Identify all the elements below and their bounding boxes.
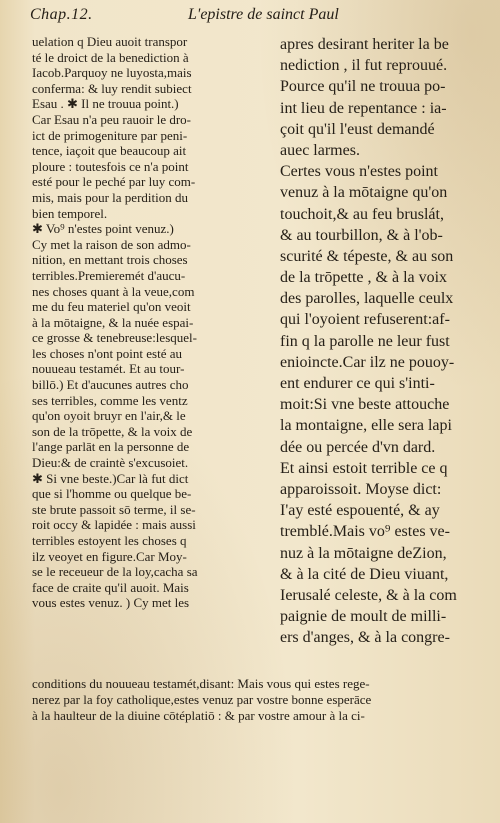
text-line: & à la cité de Dieu viuant, — [280, 565, 449, 583]
gloss-line: esté pour le peché par luy com- — [32, 174, 196, 190]
gloss-line: Dieu:& de craintè s'excusoiet. — [32, 455, 189, 471]
gloss-line: les choses n'ont point esté au — [32, 345, 183, 361]
gloss-line: son de la trōpette, & la voix de — [32, 423, 193, 439]
main-text-column — [280, 34, 478, 648]
gloss-line: face de craite qu'il auoit. Mais — [32, 579, 189, 595]
gloss-line: Esau . ✱ Il ne trouua point.) — [32, 96, 179, 112]
gloss-line: roit occy & lapidée : mais aussi — [32, 517, 196, 533]
running-header — [30, 4, 480, 30]
text-line: ent endurer ce qui s'inti- — [280, 375, 435, 392]
gloss-line: l'ange parlāt en la personne de — [32, 439, 190, 455]
gloss-line: ✱ Vo⁹ n'estes point venuz.) — [32, 221, 174, 237]
gloss-line: ict de primogeniture par peni- — [32, 127, 188, 143]
gloss-line: Iacob.Parquoy ne luyosta,mais — [32, 65, 192, 81]
text-line: venuz à la mōtaigne qu'on — [280, 184, 448, 202]
gloss-line: nerez par la foy catholique,estes venuz par vostre bonne esperāce — [32, 692, 372, 708]
text-line: de la trōpette , & à la voix — [280, 269, 448, 287]
text-line: & au tourbillon, & à l'ob- — [280, 226, 443, 244]
text-line: ers d'anges, & à la congre- — [280, 629, 450, 647]
gloss-line: terribles estoyent les choses q — [32, 533, 187, 548]
text-line: paignie de moult de milli- — [280, 608, 447, 626]
gloss-line: nes choses quant à la veue,com — [32, 283, 195, 299]
running-title: L'epistre de sainct Paul — [188, 6, 339, 23]
gloss-line: té le droict de la benediction à — [32, 49, 189, 65]
text-line: scurité & tépeste, & au son — [280, 247, 454, 265]
text-line: qui l'oyoient refuserent:af- — [280, 311, 450, 329]
gloss-line: ste brute passoit sō terme, il se- — [32, 501, 196, 517]
gloss-line: à la haulteur de la diuine cōtéplatiō : & par vostre amour à la ci- — [32, 708, 365, 724]
text-line: Et ainsi estoit terrible ce q — [280, 459, 448, 477]
gloss-line: ✱ Si vne beste.)Car là fut dict — [32, 470, 189, 486]
text-line: I'ay esté espouenté, & ay — [280, 502, 440, 520]
gloss-line: qu'on oyoit bruyr en l'air,& le — [32, 408, 186, 424]
gloss-line: conditions du nouueau testamét,disant: Mais vous qui estes rege- — [32, 676, 370, 691]
gloss-line: bien temporel. — [32, 205, 108, 221]
text-line: Ierusalé celeste, & à la com — [280, 586, 457, 604]
text-line: apres desirant heriter la be — [280, 36, 449, 53]
text-line: des parolles, laquelle ceulx — [280, 290, 454, 308]
gloss-line: mis, mais pour la perdition du — [32, 189, 188, 205]
text-line: nuz à la mōtaigne deZion, — [280, 544, 447, 562]
gloss-line: à la mōtaigne, & la nuée espai- — [32, 314, 194, 330]
text-line: çoit qu'il l'eust demandé — [280, 120, 435, 138]
text-line: dée ou percée d'vn dard. — [280, 438, 436, 456]
gloss-line: ploure : toutesfois ce n'a point — [32, 158, 189, 174]
gloss-column-left — [32, 34, 268, 611]
text-line: auec larmes. — [280, 141, 360, 159]
text-line: tremblé.Mais vo⁹ estes ve- — [280, 523, 450, 541]
gloss-line: nition, en mettant trois choses — [32, 252, 188, 268]
gloss-line: uelation q Dieu auoit transpor — [32, 34, 188, 49]
gloss-line: vous estes venuz. ) Cy met les — [32, 595, 190, 611]
text-line: Pource qu'il ne trouua po- — [280, 78, 446, 96]
gloss-line: conferma: & luy rendit subiect — [32, 80, 192, 96]
gloss-line: billō.) Et d'aucunes autres cho — [32, 377, 189, 393]
text-line: enioincte.Car ilz ne pouoy- — [280, 353, 455, 371]
gloss-line: ses terribles, comme les ventz — [32, 392, 188, 408]
chapter-label: Chap.12. — [30, 6, 93, 23]
text-line: touchoit,& au feu bruslát, — [280, 205, 444, 223]
text-line: la montaigne, elle sera lapi — [280, 417, 452, 435]
text-line: Certes vous n'estes point — [280, 163, 438, 181]
gloss-line: se le receueur de la loy,cacha sa — [32, 564, 198, 580]
gloss-line: ilz veoyet en figure.Car Moy- — [32, 548, 187, 564]
gloss-line: tence, iaçoit que beaucoup ait — [32, 143, 187, 159]
gloss-continuation — [32, 676, 480, 725]
text-line: apparoissoit. Moyse dict: — [280, 480, 442, 498]
text-line: int lieu de repentance : ia- — [280, 99, 447, 117]
text-line: fin q la parolle ne leur fust — [280, 332, 450, 350]
gloss-line: nouueau testamét. Et au tour- — [32, 361, 185, 377]
gloss-line: terribles.Premieremét d'aucu- — [32, 267, 186, 283]
gloss-line: que si l'homme ou quelque be- — [32, 486, 192, 502]
gloss-line: Car Esau n'a peu rauoir le dro- — [32, 111, 192, 127]
gloss-line: Cy met la raison de son admo- — [32, 236, 191, 252]
gloss-line: ce grosse & tenebreuse:lesquel- — [32, 330, 197, 346]
gloss-line: me du feu materiel qu'on veoit — [32, 299, 191, 315]
text-line: moit:Si vne beste attouche — [280, 396, 450, 414]
text-line: nediction , il fut reprouué. — [280, 57, 448, 75]
